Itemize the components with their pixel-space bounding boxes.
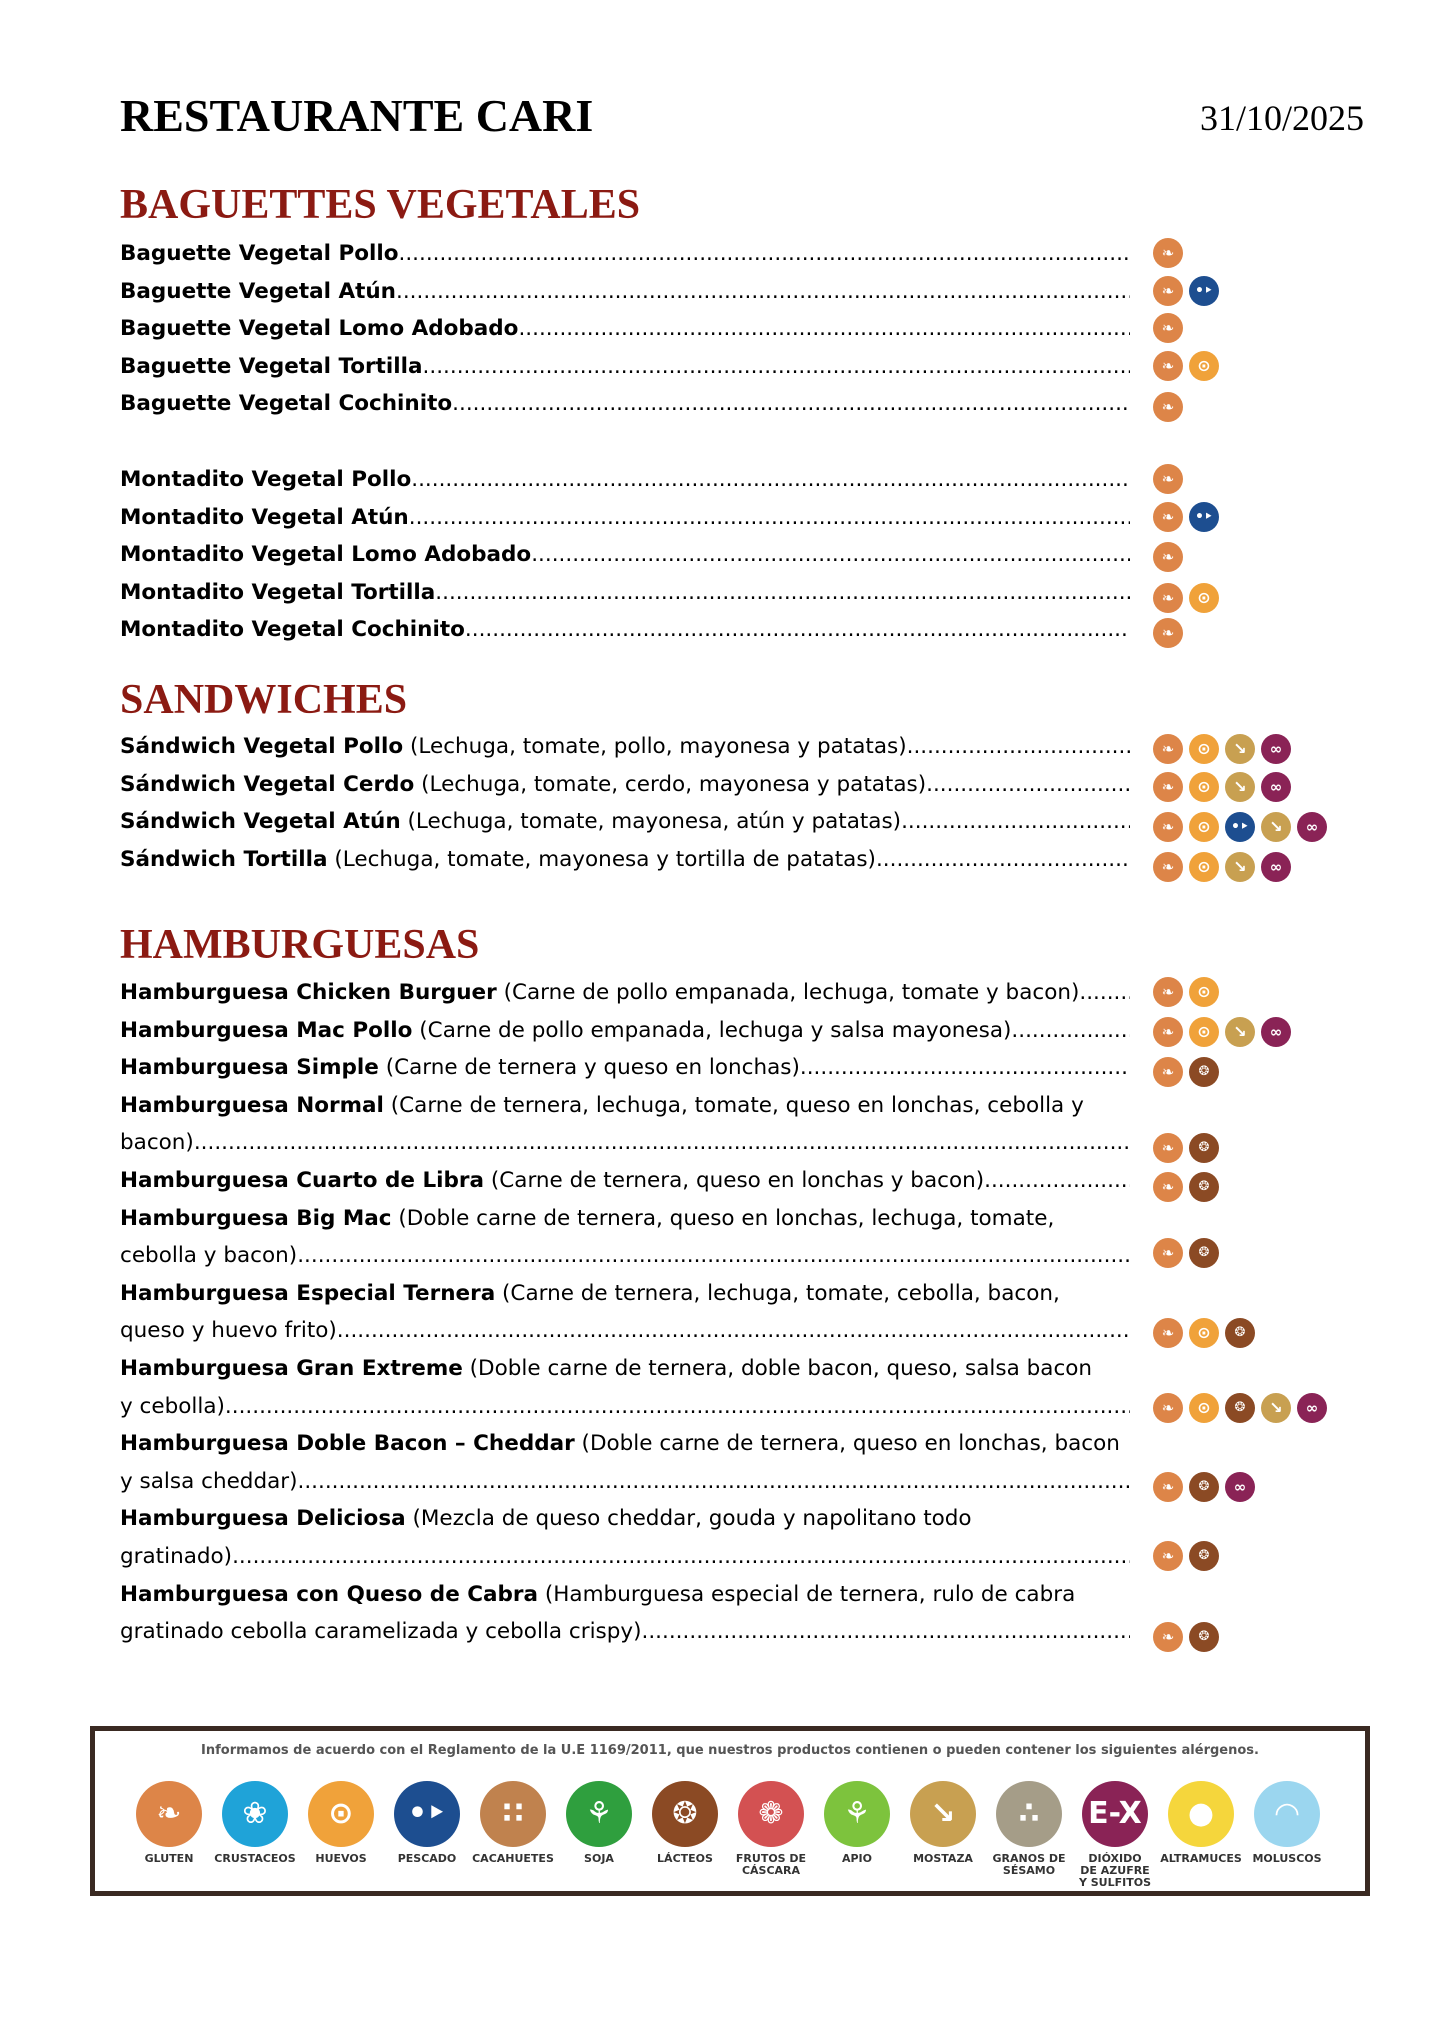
legend-label: MOLUSCOS xyxy=(1252,1852,1322,1865)
menu-item xyxy=(120,611,1130,649)
item-description: (Carne de ternera, queso en lonchas y bacon) xyxy=(484,1168,985,1193)
item-name: Hamburguesa Simple xyxy=(120,1055,379,1081)
fish-icon xyxy=(1225,812,1255,842)
menu-item xyxy=(120,1012,1130,1050)
allergen-icons xyxy=(1153,1393,1327,1423)
item-name: Baguette Vegetal Lomo Adobado xyxy=(120,316,519,342)
allergen-icons xyxy=(1153,1017,1291,1047)
legend-label: GLUTEN xyxy=(144,1852,194,1865)
item-description-cont: bacon) xyxy=(120,1130,194,1156)
legend-label: HUEVOS xyxy=(315,1852,367,1865)
eggs-icon xyxy=(1189,812,1219,842)
eggs-icon xyxy=(308,1781,374,1847)
mustard-icon xyxy=(1225,734,1255,764)
mustard-icon xyxy=(1225,1017,1255,1047)
menu-item xyxy=(120,348,1130,386)
menu-item xyxy=(120,1500,1130,1575)
legend-list xyxy=(125,1781,1355,1891)
menu-item xyxy=(120,728,1130,766)
item-description-cont: gratinado cebolla caramelizada y cebolla crispy) xyxy=(120,1619,642,1645)
milk-jug-icon xyxy=(1189,1057,1219,1087)
header xyxy=(120,86,1364,146)
sulphites-icon xyxy=(1261,852,1291,882)
sulphites-icon xyxy=(1225,1472,1255,1502)
menu-item xyxy=(120,1576,1130,1651)
menu-item xyxy=(120,841,1130,879)
gluten-icon xyxy=(1153,1393,1183,1423)
gluten-icon xyxy=(1153,276,1183,306)
item-description: (Hamburguesa especial de ternera, rulo de cabra xyxy=(538,1581,1076,1607)
item-description-cont: queso y huevo frito) xyxy=(120,1318,337,1344)
allergen-icons xyxy=(1153,1622,1219,1652)
allergen-icons xyxy=(1153,618,1183,648)
milk-jug-icon xyxy=(1225,1318,1255,1348)
restaurant-title: RESTAURANTE CARI xyxy=(120,90,594,141)
allergen-icons xyxy=(1153,583,1219,613)
legend-label: APIO xyxy=(841,1852,873,1865)
allergen-icons xyxy=(1153,1541,1219,1571)
legend-item xyxy=(1071,1781,1159,1889)
mustard-icon xyxy=(1225,852,1255,882)
mustard-icon xyxy=(1225,772,1255,802)
shell-icon xyxy=(1254,1781,1320,1847)
eggs-icon xyxy=(1189,772,1219,802)
menu-item xyxy=(120,1049,1130,1087)
item-description: (Mezcla de queso cheddar, gouda y napolitano todo xyxy=(405,1506,972,1532)
mustard-icon xyxy=(1261,812,1291,842)
menu-item xyxy=(120,385,1130,423)
legend-item xyxy=(297,1781,385,1865)
legend-item xyxy=(211,1781,299,1865)
legend-label: ALTRAMUCES xyxy=(1160,1852,1242,1865)
eggs-icon xyxy=(1189,977,1219,1007)
item-description: (Carne de ternera, lechuga, tomate, cebolla, bacon, xyxy=(495,1280,1060,1306)
lupin-icon xyxy=(1168,1781,1234,1847)
item-name: Hamburguesa Deliciosa xyxy=(120,1506,406,1532)
menu-item xyxy=(120,1350,1130,1425)
legend-label: SOJA xyxy=(584,1852,614,1865)
gluten-icon xyxy=(1153,392,1183,422)
section-title-hamburguesas: HAMBURGUESAS xyxy=(120,922,480,968)
item-name: Hamburguesa Cuarto de Libra xyxy=(120,1168,485,1193)
legend-item xyxy=(813,1781,901,1865)
milk-jug-icon xyxy=(1189,1472,1219,1502)
menu-item xyxy=(120,803,1130,841)
nut-icon xyxy=(738,1781,804,1847)
gluten-icon xyxy=(1153,238,1183,268)
item-description: (Carne de ternera y queso en lonchas) xyxy=(378,1055,800,1081)
menu-item xyxy=(120,273,1130,311)
item-name: Hamburguesa Chicken Burguer xyxy=(120,980,497,1005)
item-name: Montadito Vegetal Tortilla xyxy=(120,579,436,605)
legend-item xyxy=(1157,1781,1245,1865)
gluten-icon xyxy=(1153,977,1183,1007)
item-name: Sándwich Vegetal Cerdo xyxy=(120,771,415,797)
item-description: (Doble carne de ternera, queso en lonchas, bacon xyxy=(574,1431,1120,1457)
menu-item xyxy=(120,499,1130,537)
item-description: (Lechuga, tomate, pollo, mayonesa y patatas) xyxy=(403,734,907,759)
allergen-icons xyxy=(1153,502,1219,532)
gluten-icon xyxy=(1153,1133,1183,1163)
legend-label: DIÓXIDO DE AZUFRE Y SULFITOS xyxy=(1078,1852,1152,1889)
menu-item xyxy=(120,310,1130,348)
mustard-icon xyxy=(910,1781,976,1847)
sulphites-icon xyxy=(1297,812,1327,842)
sulphites-icon xyxy=(1261,772,1291,802)
legend-item xyxy=(1243,1781,1331,1865)
item-name: Hamburguesa con Queso de Cabra xyxy=(120,1581,539,1607)
gluten-icon xyxy=(1153,618,1183,648)
eggs-icon xyxy=(1189,852,1219,882)
section-title-baguettes: BAGUETTES VEGETALES xyxy=(120,182,641,228)
peanut-icon xyxy=(480,1781,546,1847)
allergen-icons xyxy=(1153,313,1183,343)
allergen-icons xyxy=(1153,238,1183,268)
legend-item xyxy=(899,1781,987,1865)
milk-jug-icon xyxy=(1225,1393,1255,1423)
item-name: Baguette Vegetal Tortilla xyxy=(120,353,423,379)
crab-icon xyxy=(222,1781,288,1847)
allergen-icons xyxy=(1153,1057,1219,1087)
gluten-icon xyxy=(1153,1238,1183,1268)
legend-item xyxy=(125,1781,213,1865)
eggs-icon xyxy=(1189,1318,1219,1348)
celery-icon xyxy=(824,1781,890,1847)
item-description: (Lechuga, tomate, mayonesa, atún y patatas) xyxy=(400,809,902,835)
sulphites-icon xyxy=(1261,734,1291,764)
item-description-cont: gratinado) xyxy=(120,1543,233,1569)
legend-label: GRANOS DE SÉSAMO xyxy=(992,1852,1066,1877)
item-description-cont: cebolla y bacon) xyxy=(120,1243,298,1269)
item-description: (Carne de ternera, lechuga, tomate, queso en lonchas, cebolla y xyxy=(383,1092,1084,1118)
menu-item xyxy=(120,235,1130,273)
gluten-icon xyxy=(1153,1318,1183,1348)
legend-item xyxy=(727,1781,815,1877)
gluten-icon xyxy=(136,1781,202,1847)
allergen-icons xyxy=(1153,734,1291,764)
sulphites-icon xyxy=(1082,1781,1148,1847)
legend-item xyxy=(469,1781,557,1865)
gluten-icon xyxy=(1153,1622,1183,1652)
item-name: Montadito Vegetal Pollo xyxy=(120,467,412,492)
allergen-icons xyxy=(1153,1172,1219,1202)
milk-jug-icon xyxy=(1189,1238,1219,1268)
menu-item xyxy=(120,766,1130,804)
item-description: (Carne de pollo empanada, lechuga y salsa mayonesa) xyxy=(412,1017,1012,1043)
eggs-icon xyxy=(1189,734,1219,764)
item-description: (Lechuga, tomate, mayonesa y tortilla de patatas) xyxy=(327,846,876,872)
gluten-icon xyxy=(1153,1057,1183,1087)
gluten-icon xyxy=(1153,812,1183,842)
allergen-icons xyxy=(1153,977,1219,1007)
legend-note: Informamos de acuerdo con el Reglamento de la U.E 1169/2011, que nuestros productos contienen o pueden contener los siguientes alérgenos. xyxy=(201,1743,1259,1758)
item-name: Sándwich Vegetal Pollo xyxy=(120,734,404,759)
gluten-icon xyxy=(1153,1541,1183,1571)
eggs-icon xyxy=(1189,351,1219,381)
item-name: Montadito Vegetal Atún xyxy=(120,504,409,530)
milk-jug-icon xyxy=(1189,1172,1219,1202)
allergen-legend xyxy=(90,1726,1370,1896)
legend-item xyxy=(985,1781,1073,1877)
allergen-icons xyxy=(1153,852,1291,882)
legend-item xyxy=(641,1781,729,1865)
menu-date: 31/10/2025 xyxy=(1199,98,1364,138)
gluten-icon xyxy=(1153,1472,1183,1502)
allergen-icons xyxy=(1153,392,1183,422)
item-description-cont: y cebolla) xyxy=(120,1393,225,1419)
allergen-icons xyxy=(1153,276,1219,306)
item-name: Baguette Vegetal Pollo xyxy=(120,241,399,266)
milk-jug-icon xyxy=(1189,1541,1219,1571)
gluten-icon xyxy=(1153,313,1183,343)
allergen-icons xyxy=(1153,812,1327,842)
menu-item xyxy=(120,1087,1130,1162)
allergen-icons xyxy=(1153,1133,1219,1163)
legend-item xyxy=(383,1781,471,1865)
sesame-icon xyxy=(996,1781,1062,1847)
allergen-icons xyxy=(1153,464,1183,494)
fish-icon xyxy=(1189,276,1219,306)
item-description: (Doble carne de ternera, doble bacon, queso, salsa bacon xyxy=(462,1356,1093,1381)
item-name: Hamburguesa Gran Extreme xyxy=(120,1356,463,1381)
item-name: Hamburguesa Normal xyxy=(120,1092,384,1118)
gluten-icon xyxy=(1153,464,1183,494)
eggs-icon xyxy=(1189,583,1219,613)
item-name: Sándwich Vegetal Atún xyxy=(120,809,401,835)
legend-label: CRUSTACEOS xyxy=(214,1852,296,1865)
menu-item xyxy=(120,1200,1130,1275)
mustard-icon xyxy=(1261,1393,1291,1423)
soy-icon xyxy=(566,1781,632,1847)
milk-jug-icon xyxy=(652,1781,718,1847)
gluten-icon xyxy=(1153,583,1183,613)
menu-item xyxy=(120,1275,1130,1350)
fish-icon xyxy=(394,1781,460,1847)
sulphites-icon xyxy=(1297,1393,1327,1423)
menu-item xyxy=(120,1162,1130,1200)
milk-jug-icon xyxy=(1189,1133,1219,1163)
allergen-icons xyxy=(1153,1318,1255,1348)
menu-item xyxy=(120,574,1130,612)
section-title-sandwiches: SANDWICHES xyxy=(120,677,408,723)
item-name: Hamburguesa Mac Pollo xyxy=(120,1017,413,1043)
allergen-icons xyxy=(1153,542,1183,572)
item-description: (Lechuga, tomate, cerdo, mayonesa y patatas) xyxy=(414,771,927,797)
item-name: Hamburguesa Big Mac xyxy=(120,1205,392,1231)
allergen-icons xyxy=(1153,1472,1255,1502)
item-name: Baguette Vegetal Cochinito xyxy=(120,391,453,417)
gluten-icon xyxy=(1153,1172,1183,1202)
fish-icon xyxy=(1189,502,1219,532)
allergen-icons xyxy=(1153,772,1291,802)
legend-label: LÁCTEOS xyxy=(657,1852,713,1865)
menu-item xyxy=(120,974,1130,1012)
menu-item xyxy=(120,1425,1130,1500)
item-name: Montadito Vegetal Cochinito xyxy=(120,617,465,643)
eggs-icon xyxy=(1189,1017,1219,1047)
sulphites-icon xyxy=(1261,1017,1291,1047)
gluten-icon xyxy=(1153,351,1183,381)
menu-item xyxy=(120,461,1130,499)
legend-label: CACAHUETES xyxy=(472,1852,554,1865)
legend-label: MOSTAZA xyxy=(913,1852,973,1865)
menu-item xyxy=(120,536,1130,574)
allergen-icons xyxy=(1153,1238,1219,1268)
allergen-icons xyxy=(1153,351,1219,381)
gluten-icon xyxy=(1153,734,1183,764)
item-description: (Doble carne de ternera, queso en lonchas, lechuga, tomate, xyxy=(391,1205,1055,1231)
gluten-icon xyxy=(1153,542,1183,572)
gluten-icon xyxy=(1153,1017,1183,1047)
milk-jug-icon xyxy=(1189,1622,1219,1652)
eggs-icon xyxy=(1189,1393,1219,1423)
item-name: Hamburguesa Especial Ternera xyxy=(120,1280,496,1306)
gluten-icon xyxy=(1153,852,1183,882)
item-name: Baguette Vegetal Atún xyxy=(120,278,396,304)
legend-label: FRUTOS DE CÁSCARA xyxy=(735,1852,807,1877)
item-name: Sándwich Tortilla xyxy=(120,846,328,872)
legend-label: PESCADO xyxy=(397,1852,457,1865)
legend-item xyxy=(555,1781,643,1865)
gluten-icon xyxy=(1153,772,1183,802)
item-name: Hamburguesa Doble Bacon – Cheddar xyxy=(120,1431,575,1457)
item-description: (Carne de pollo empanada, lechuga, tomate y bacon) xyxy=(496,980,1080,1005)
gluten-icon xyxy=(1153,502,1183,532)
item-name: Montadito Vegetal Lomo Adobado xyxy=(120,542,532,568)
item-description-cont: y salsa cheddar) xyxy=(120,1468,298,1494)
